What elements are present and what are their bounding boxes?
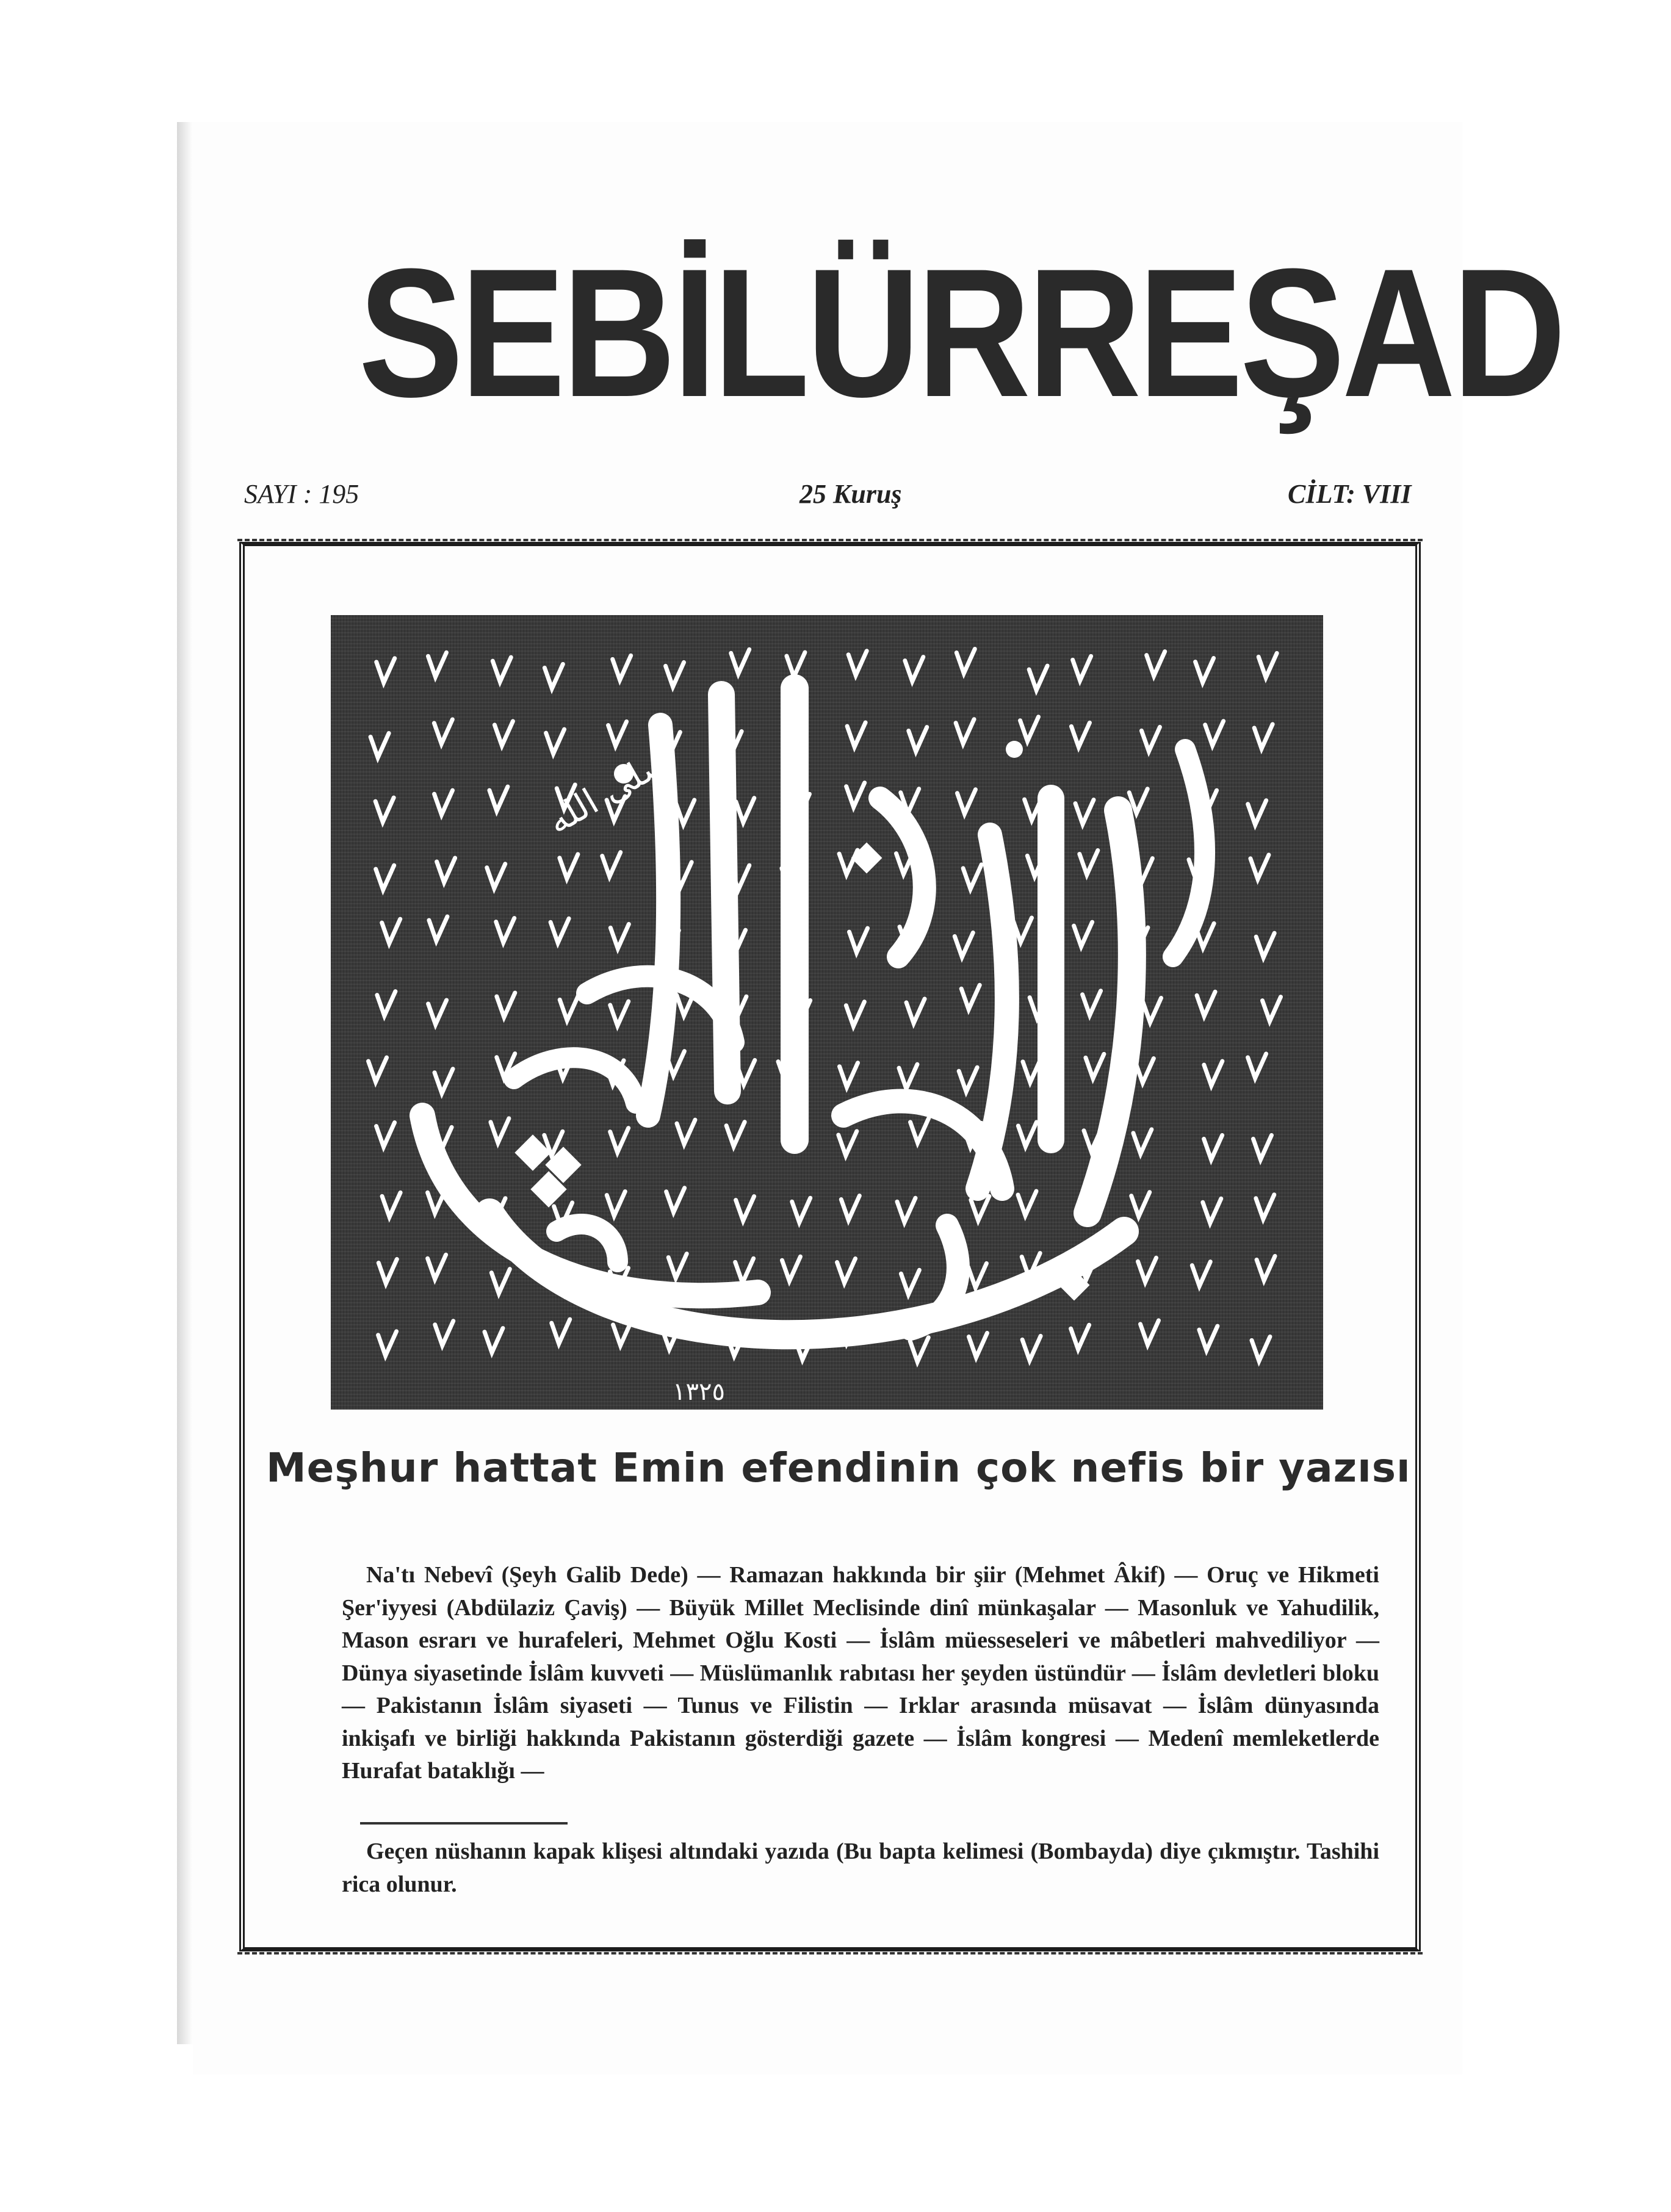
diacritic-mark <box>546 729 565 754</box>
diacritic-mark <box>850 928 868 953</box>
diacritic-mark <box>961 985 980 1009</box>
diacritic-mark <box>1140 1320 1158 1345</box>
table-of-contents: Na'tı Nebevî (Şeyh Galib Dede) — Ramazan hakkında bir şiir (Mehmet Âkif) — Oruç ve Hikmeti Şer'iyyesi (Abdülaziz Çaviş) — Büyük Millet Meclisinde dinî münkaşalar — Masonluk ve Yahudilik, Mason esrarı ve hurafeleri, Mehmet Oğlu Kosti — İslâm müesseseleri ve mâbetleri mahvediliyor — Dünya siyasetinde İslâm kuvveti — Müslümanlık rabıtası her şeyden üstündür — İslâm devletleri bloku — Pakistanın İslâm siyaseti — Tunus ve Filistin — Irklar arasında müsavat — İslâm dünyasında inkişafı ve birliği hakkında Pakistanın gösterdiği gazete — İslâm kongresi — Medenî memleketlerde Hurafat bataklığı — <box>342 1562 1379 1784</box>
diacritic-mark <box>1248 801 1266 825</box>
diacritic-mark <box>837 1259 856 1283</box>
diacritic-mark <box>434 719 452 744</box>
diacritic-mark <box>607 1192 625 1216</box>
diacritic-mark <box>963 865 981 889</box>
diacritic-mark <box>610 1001 629 1026</box>
diacritic-mark <box>1138 1258 1156 1282</box>
diacritic-mark <box>1018 1191 1036 1216</box>
diacritic-mark <box>668 1254 687 1278</box>
diacritic-mark <box>497 993 515 1017</box>
diacritic-mark <box>1071 1325 1089 1349</box>
diacritic-mark <box>787 652 805 677</box>
diacritic-mark <box>1253 1135 1271 1159</box>
diacritic-mark <box>485 1328 503 1353</box>
diacritic-mark <box>560 854 578 879</box>
diacritic-mark <box>840 1063 858 1087</box>
volume-number: CİLT: VIII <box>1288 479 1412 509</box>
diacritic-mark <box>676 800 695 824</box>
diacritic-mark <box>1075 800 1094 824</box>
diacritic-mark <box>1203 1198 1221 1223</box>
diacritic-mark <box>666 662 684 686</box>
correction-notice: Geçen nüshanın kapak klişesi altındaki yazıda (Bu bapta kelimesi (Bombayda) diye çıkmıştır. Tashihi rica olunur. <box>342 1839 1379 1897</box>
diacritic-mark <box>1080 851 1098 875</box>
diacritic-mark <box>610 924 629 948</box>
diacritic-mark <box>435 790 453 815</box>
diacritic-mark <box>491 1119 509 1143</box>
diacritic-mark <box>1252 1336 1270 1361</box>
diacritic-mark <box>382 1192 400 1217</box>
calligraphy-artwork <box>331 615 1323 1410</box>
diacritic-mark <box>1204 1061 1222 1086</box>
diacritic-mark <box>428 1000 447 1025</box>
diacritic-mark <box>378 1259 397 1284</box>
diacritic-mark <box>435 1321 453 1346</box>
diacritic-mark <box>1141 727 1160 751</box>
diacritic-mark <box>666 1188 685 1212</box>
diacritic-mark <box>909 727 927 752</box>
diacritic-mark <box>1020 717 1039 741</box>
diacritic-mark <box>435 1069 453 1093</box>
diacritic-mark <box>1251 855 1269 879</box>
diacritic-mark <box>1133 1129 1152 1154</box>
diacritic-mark <box>602 852 621 877</box>
issue-number: SAYI : 195 <box>244 479 359 509</box>
diacritic-mark <box>726 1122 745 1147</box>
diacritic-mark <box>1204 1135 1222 1159</box>
diacritic-mark <box>911 1119 929 1143</box>
diacritic-mark <box>731 649 749 674</box>
diacritic-mark <box>610 1128 629 1153</box>
diacritic-mark <box>848 651 867 675</box>
diacritic-mark <box>1257 1256 1275 1280</box>
diacritic-mark <box>377 992 395 1016</box>
diacritic-mark <box>839 1131 857 1156</box>
diacritic-mark <box>608 722 627 746</box>
diacritic-mark <box>839 850 857 874</box>
diacritic-mark <box>910 1338 928 1362</box>
diacritic-mark <box>899 1064 917 1089</box>
diacritic-mark <box>905 657 923 682</box>
diacritic-mark <box>1197 992 1215 1016</box>
section-divider <box>360 1822 568 1825</box>
diacritic-mark <box>552 1319 570 1344</box>
masthead-title: SEBİLÜRREŞAD <box>358 230 1564 435</box>
diacritic-mark <box>906 999 925 1023</box>
diacritic-mark <box>846 783 865 807</box>
diacritic-mark <box>382 919 400 943</box>
calligraphy-signature-seal: صلى الله <box>540 739 677 843</box>
diacritic-mark <box>1256 1195 1274 1219</box>
diacritic-mark <box>1083 991 1101 1015</box>
diacritic-mark <box>369 1057 387 1082</box>
diacritic-mark <box>378 1331 397 1356</box>
diacritic-mark <box>1199 1326 1218 1350</box>
diacritic-mark <box>1086 1054 1104 1078</box>
diacritic-mark <box>1073 656 1091 680</box>
scan-edge-shadow <box>177 122 193 2044</box>
diacritic-mark <box>841 1196 859 1220</box>
diacritic-mark <box>428 1255 446 1279</box>
diacritic-mark <box>1258 653 1277 677</box>
illustration-caption: Meşhur hattat Emin efendinin çok nefis bir yazısı <box>266 1444 1411 1491</box>
diacritic-mark <box>901 1270 919 1294</box>
diacritic-mark <box>437 858 455 882</box>
diacritic-mark <box>489 787 508 811</box>
diacritic-mark <box>544 664 563 688</box>
diacritic-mark <box>955 932 973 957</box>
diacritic-mark <box>969 1333 987 1358</box>
diacritic-mark <box>487 864 505 888</box>
diacritic-mark <box>957 790 975 814</box>
diacritic-mark <box>428 652 446 677</box>
price: 25 Kuruş <box>799 479 902 509</box>
diacritic-mark <box>1071 722 1089 747</box>
diacritic-mark <box>956 719 974 744</box>
diacritic-mark <box>1262 997 1280 1021</box>
diacritic-mark <box>959 1067 977 1092</box>
diacritic-mark <box>494 721 513 746</box>
diacritic-mark <box>782 1256 800 1281</box>
diacritic-mark <box>1192 1262 1210 1286</box>
diacritic-mark <box>1248 1054 1266 1078</box>
calligraphy-text: وانك لعلى خلق عظيم <box>800 1037 854 1044</box>
calligraphy-date: ١٣٢٥ <box>673 1378 725 1406</box>
diacritic-mark <box>956 649 975 674</box>
calligraphy-panel <box>331 615 1323 1410</box>
diacritic-mark <box>496 918 514 943</box>
diacritic-mark <box>377 1123 395 1147</box>
diacritic-mark <box>677 1120 695 1144</box>
diacritic-mark <box>550 918 569 943</box>
diacritic-mark <box>1254 724 1272 749</box>
diacritic-mark <box>736 1197 754 1221</box>
diacritic-mark <box>1196 658 1214 683</box>
diacritic-mark <box>847 722 865 747</box>
diacritic-mark <box>560 996 578 1020</box>
diacritic-mark <box>429 917 447 941</box>
diacritic-mark <box>376 865 394 890</box>
diacritic-mark <box>1029 666 1047 690</box>
diacritic-mark <box>1205 721 1224 746</box>
diacritic-mark <box>968 1263 986 1288</box>
diacritic-mark <box>1147 652 1165 676</box>
diacritic-mark <box>792 1198 810 1222</box>
diacritic-mark <box>370 733 389 758</box>
diacritic-mark <box>897 1198 915 1222</box>
diacritic-mark <box>493 657 511 682</box>
diacritic-mark <box>1022 1336 1041 1360</box>
diacritic-mark <box>1074 922 1092 946</box>
diacritic-mark <box>735 1258 754 1283</box>
diacritic-mark <box>1143 998 1161 1022</box>
diacritic-mark <box>491 1269 510 1294</box>
diacritic-mark <box>375 798 394 822</box>
diacritic-mark <box>1018 1122 1036 1147</box>
diacritic-mark <box>846 1002 864 1026</box>
diacritic-mark <box>1256 933 1274 957</box>
diacritic-mark <box>1131 1192 1150 1217</box>
diacritic-mark <box>736 798 754 823</box>
diacritic-mark <box>377 658 395 683</box>
diacritic-mark <box>613 655 631 680</box>
